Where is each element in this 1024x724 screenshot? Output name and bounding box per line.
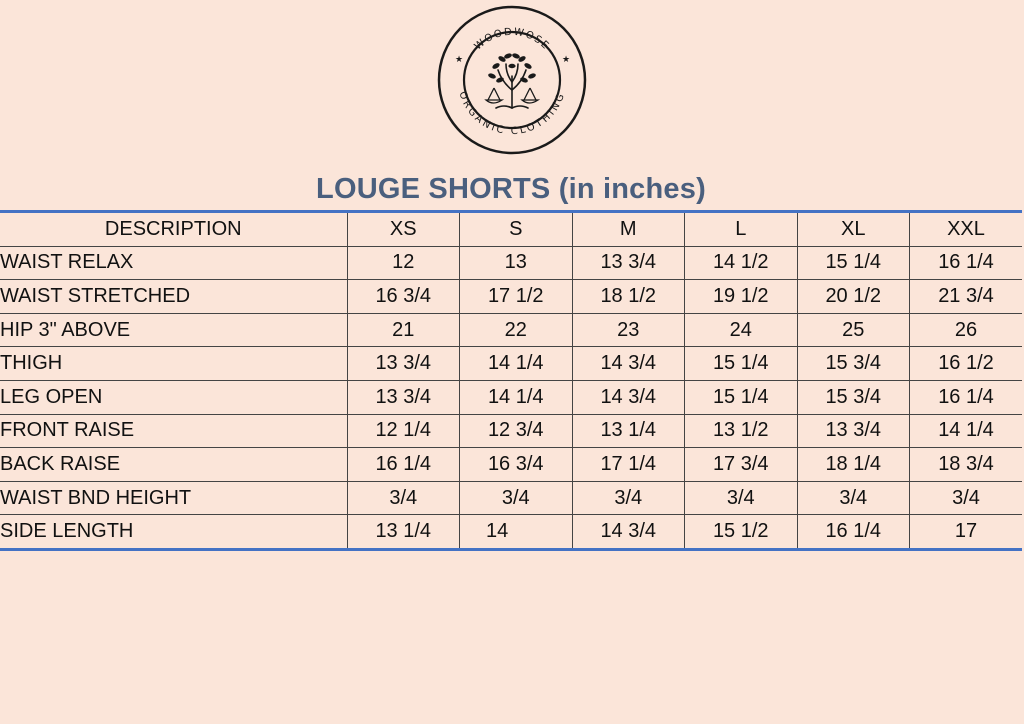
size-value-l: 3/4	[685, 481, 798, 515]
size-value-xl: 13 3/4	[797, 414, 910, 448]
size-value-xxl: 18 3/4	[910, 448, 1023, 482]
size-value-xs: 16 3/4	[347, 280, 460, 314]
size-value-xl: 15 3/4	[797, 347, 910, 381]
size-value-xs: 12 1/4	[347, 414, 460, 448]
header-row	[0, 213, 1022, 246]
table-row	[0, 380, 1022, 414]
size-value-m: 14 3/4	[572, 515, 685, 550]
size-value-s: 14 1/4	[460, 347, 573, 381]
measurement-label: WAIST BND HEIGHT	[0, 481, 347, 515]
size-value-xxl: 21 3/4	[910, 280, 1023, 314]
size-value-xs: 12	[347, 246, 460, 280]
size-value-m: 23	[572, 313, 685, 347]
size-value-s: 13	[460, 246, 573, 280]
brand-name: WOODWOSE	[472, 26, 552, 53]
size-value-l: 15 1/4	[685, 380, 798, 414]
size-value-m: 3/4	[572, 481, 685, 515]
size-value-xxl: 16 1/2	[910, 347, 1023, 381]
tree-logo-icon	[436, 4, 588, 156]
size-value-s: 14 1/4	[460, 380, 573, 414]
size-chart-table	[0, 213, 1022, 551]
table-row	[0, 515, 1022, 550]
size-value-m: 14 3/4	[572, 347, 685, 381]
size-value-l: 15 1/4	[685, 347, 798, 381]
size-value-s: 3/4	[460, 481, 573, 515]
size-value-xs: 16 1/4	[347, 448, 460, 482]
table-row	[0, 280, 1022, 314]
table-row	[0, 481, 1022, 515]
size-value-s: 12 3/4	[460, 414, 573, 448]
size-value-xxl: 3/4	[910, 481, 1023, 515]
column-header-description: DESCRIPTION	[0, 213, 347, 246]
measurement-label: HIP 3" ABOVE	[0, 313, 347, 347]
size-value-s: 14	[460, 515, 573, 550]
size-value-xl: 3/4	[797, 481, 910, 515]
star-icon: ★	[455, 54, 464, 64]
size-value-s: 22	[460, 313, 573, 347]
size-value-xl: 16 1/4	[797, 515, 910, 550]
page-title: LOUGE SHORTS (in inches)	[316, 173, 706, 205]
measurement-label: FRONT RAISE	[0, 414, 347, 448]
size-value-xxl: 14 1/4	[910, 414, 1023, 448]
measurement-label: SIDE LENGTH	[0, 515, 347, 550]
brand-logo	[436, 4, 588, 156]
column-header-m: M	[572, 213, 685, 246]
size-value-m: 14 3/4	[572, 380, 685, 414]
size-value-s: 17 1/2	[460, 280, 573, 314]
table-row	[0, 347, 1022, 381]
size-value-xs: 21	[347, 313, 460, 347]
column-header-xs: XS	[347, 213, 460, 246]
size-value-m: 13 3/4	[572, 246, 685, 280]
size-value-xl: 15 1/4	[797, 246, 910, 280]
measurement-label: WAIST STRETCHED	[0, 280, 347, 314]
column-header-xl: XL	[797, 213, 910, 246]
brand-tagline: ORGANIC CLOTHING	[456, 90, 568, 138]
measurement-label: BACK RAISE	[0, 448, 347, 482]
size-value-l: 15 1/2	[685, 515, 798, 550]
size-value-xxl: 16 1/4	[910, 246, 1023, 280]
table-row	[0, 246, 1022, 280]
size-value-xl: 25	[797, 313, 910, 347]
size-value-xs: 13 3/4	[347, 347, 460, 381]
size-value-m: 18 1/2	[572, 280, 685, 314]
column-header-l: L	[685, 213, 798, 246]
star-icon: ★	[562, 54, 571, 64]
size-value-s: 16 3/4	[460, 448, 573, 482]
size-value-xl: 20 1/2	[797, 280, 910, 314]
measurement-label: WAIST RELAX	[0, 246, 347, 280]
size-value-xxl: 17	[910, 515, 1023, 550]
size-value-xs: 13 3/4	[347, 380, 460, 414]
size-value-xl: 15 3/4	[797, 380, 910, 414]
size-value-xxl: 16 1/4	[910, 380, 1023, 414]
size-value-m: 17 1/4	[572, 448, 685, 482]
size-value-l: 19 1/2	[685, 280, 798, 314]
measurement-label: LEG OPEN	[0, 380, 347, 414]
size-value-l: 13 1/2	[685, 414, 798, 448]
table-row	[0, 414, 1022, 448]
column-header-xxl: XXL	[910, 213, 1023, 246]
size-value-l: 17 3/4	[685, 448, 798, 482]
size-value-xl: 18 1/4	[797, 448, 910, 482]
size-value-l: 14 1/2	[685, 246, 798, 280]
size-value-l: 24	[685, 313, 798, 347]
size-value-xs: 3/4	[347, 481, 460, 515]
size-value-xxl: 26	[910, 313, 1023, 347]
size-value-xs: 13 1/4	[347, 515, 460, 550]
table-row	[0, 313, 1022, 347]
table-row	[0, 448, 1022, 482]
column-header-s: S	[460, 213, 573, 246]
measurement-label: THIGH	[0, 347, 347, 381]
size-value-m: 13 1/4	[572, 414, 685, 448]
